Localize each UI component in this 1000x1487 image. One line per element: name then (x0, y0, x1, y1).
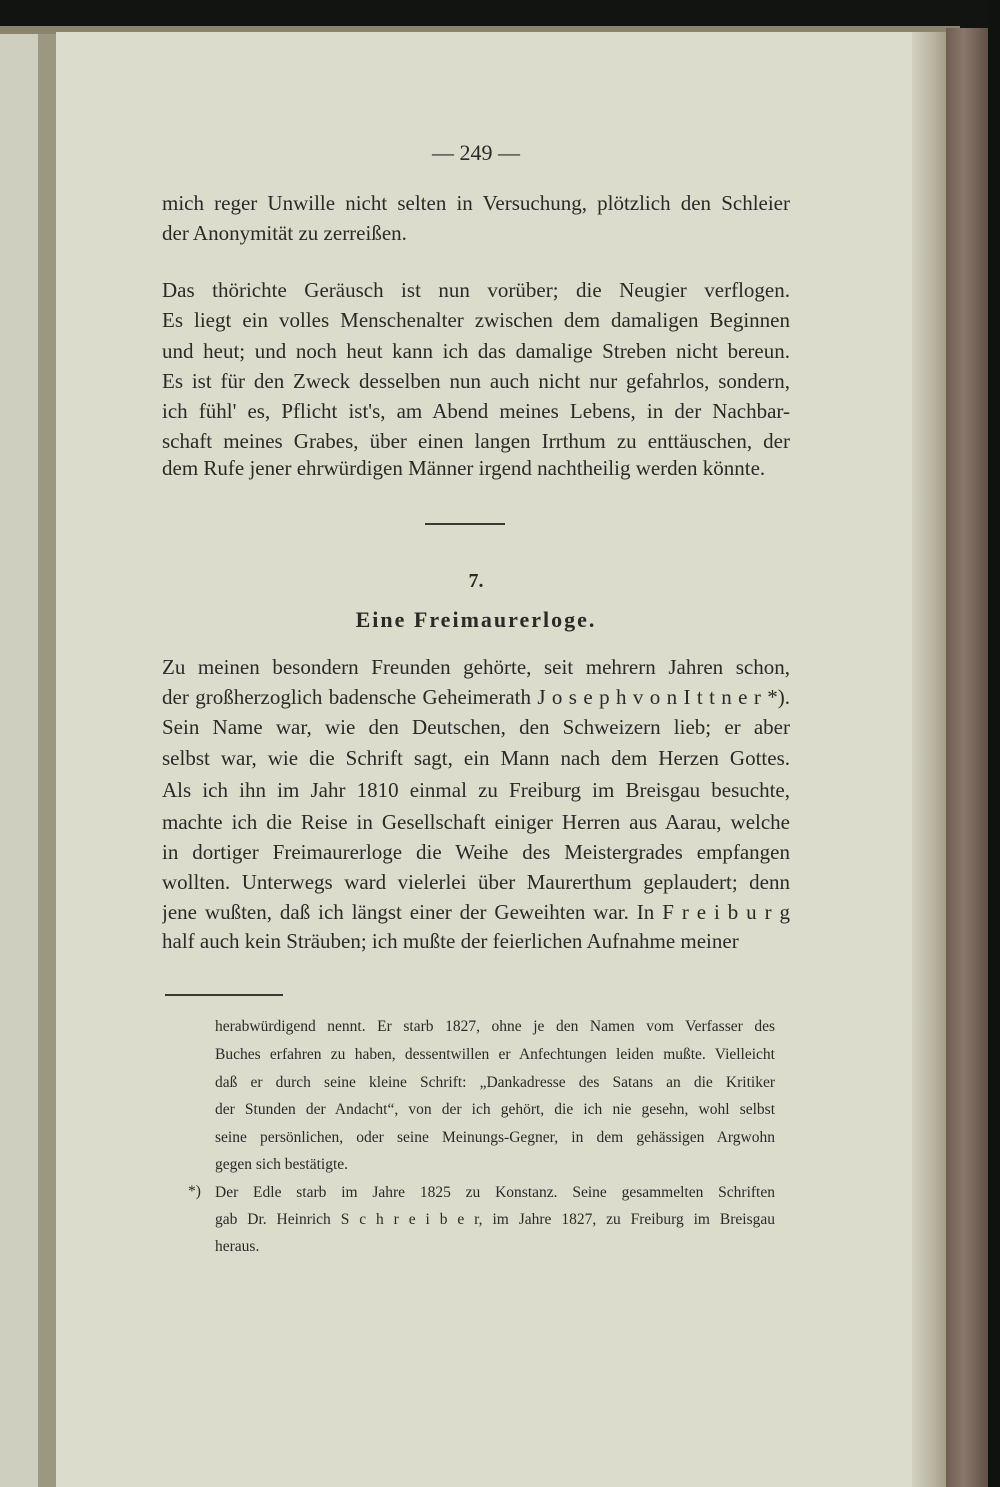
text-line: ich fühl' es, Pflicht ist's, am Abend meines Lebens, in der Nachbar- (162, 399, 790, 423)
page-number: — 249 — (432, 140, 520, 165)
footnote-line: Buches erfahren zu haben, dessentwillen er Anfechtungen leiden mußte. Vielleicht (215, 1046, 775, 1063)
text-line: mich reger Unwille nicht selten in Versuchung, plötzlich den Schleier (162, 191, 790, 215)
text-line: Es ist für den Zweck desselben nun auch nicht nur gefahrlos, sondern, (162, 369, 790, 393)
book-cover (946, 28, 990, 1487)
footnote-line: gab Dr. Heinrich S c h r e i b e r, im Jahre 1827, zu Freiburg im Breisgau (215, 1211, 775, 1228)
footnote-rule (165, 994, 283, 996)
section-divider (425, 523, 505, 525)
background-edge (988, 0, 1000, 1487)
text-line: und heut; und noch heut kann ich das damalige Streben nicht bereun. (162, 339, 790, 363)
page-fore-edge (912, 32, 946, 1487)
footnote-line: daß er durch seine kleine Schrift: „Dankadresse des Satans an die Kritiker (215, 1074, 775, 1091)
text-line: Zu meinen besondern Freunden gehörte, seit mehrern Jahren schon, (162, 655, 790, 679)
text-line: dem Rufe jener ehrwürdigen Männer irgend nachtheilig werden könnte. (162, 456, 766, 480)
text-line: machte ich die Reise in Gesellschaft einiger Herren aus Aarau, welche (162, 810, 790, 834)
footnote-line: gegen sich bestätigte. (215, 1156, 348, 1173)
text-line: jene wußten, daß ich längst einer der Geweihten war. In F r e i b u r g (162, 900, 790, 924)
section-title: Eine Freimaurerloge. (355, 607, 597, 632)
facing-page-edge (0, 32, 40, 1487)
footnote-line: Der Edle starb im Jahre 1825 zu Konstanz. Seine gesammelten Schriften (215, 1184, 775, 1201)
footnote-line: seine persönlichen, oder seine Meinungs-Gegner, in dem gehässigen Argwohn (215, 1129, 775, 1146)
section-number: 7. (468, 570, 484, 592)
text-line: Sein Name war, wie den Deutschen, den Schweizern lieb; er aber (162, 715, 790, 739)
text-line: half auch kein Sträuben; ich mußte der feierlichen Aufnahme meiner (162, 929, 739, 953)
footnote-line: heraus. (215, 1238, 260, 1255)
book-gutter (38, 32, 56, 1487)
footnote-line: der Stunden der Andacht“, von der ich gehört, die ich nie gesehn, wohl selbst (215, 1101, 775, 1118)
text-line: Das thörichte Geräusch ist nun vorüber; die Neugier verflogen. (162, 278, 790, 302)
footnote-line: herabwürdigend nennt. Er starb 1827, ohne je den Namen vom Verfasser des (215, 1018, 775, 1035)
text-line: Als ich ihn im Jahr 1810 einmal zu Freiburg im Breisgau besuchte, (162, 778, 790, 802)
text-line: selbst war, wie die Schrift sagt, ein Mann nach dem Herzen Gottes. (162, 746, 790, 770)
text-line: wollten. Unterwegs ward vielerlei über Maurerthum geplaudert; denn (162, 870, 790, 894)
text-line: schaft meines Grabes, über einen langen Irrthum zu enttäuschen, der (162, 429, 790, 453)
text-line: der Anonymität zu zerreißen. (162, 221, 407, 245)
text-line: der großherzoglich badensche Geheimerath J o s e p h v o n I t t n e r *). (162, 685, 790, 709)
text-line: in dortiger Freimaurerloge die Weihe des Meistergrades empfangen (162, 840, 790, 864)
text-line: Es liegt ein volles Menschenalter zwischen dem damaligen Beginnen (162, 308, 790, 332)
footnote-mark: *) (188, 1183, 201, 1200)
